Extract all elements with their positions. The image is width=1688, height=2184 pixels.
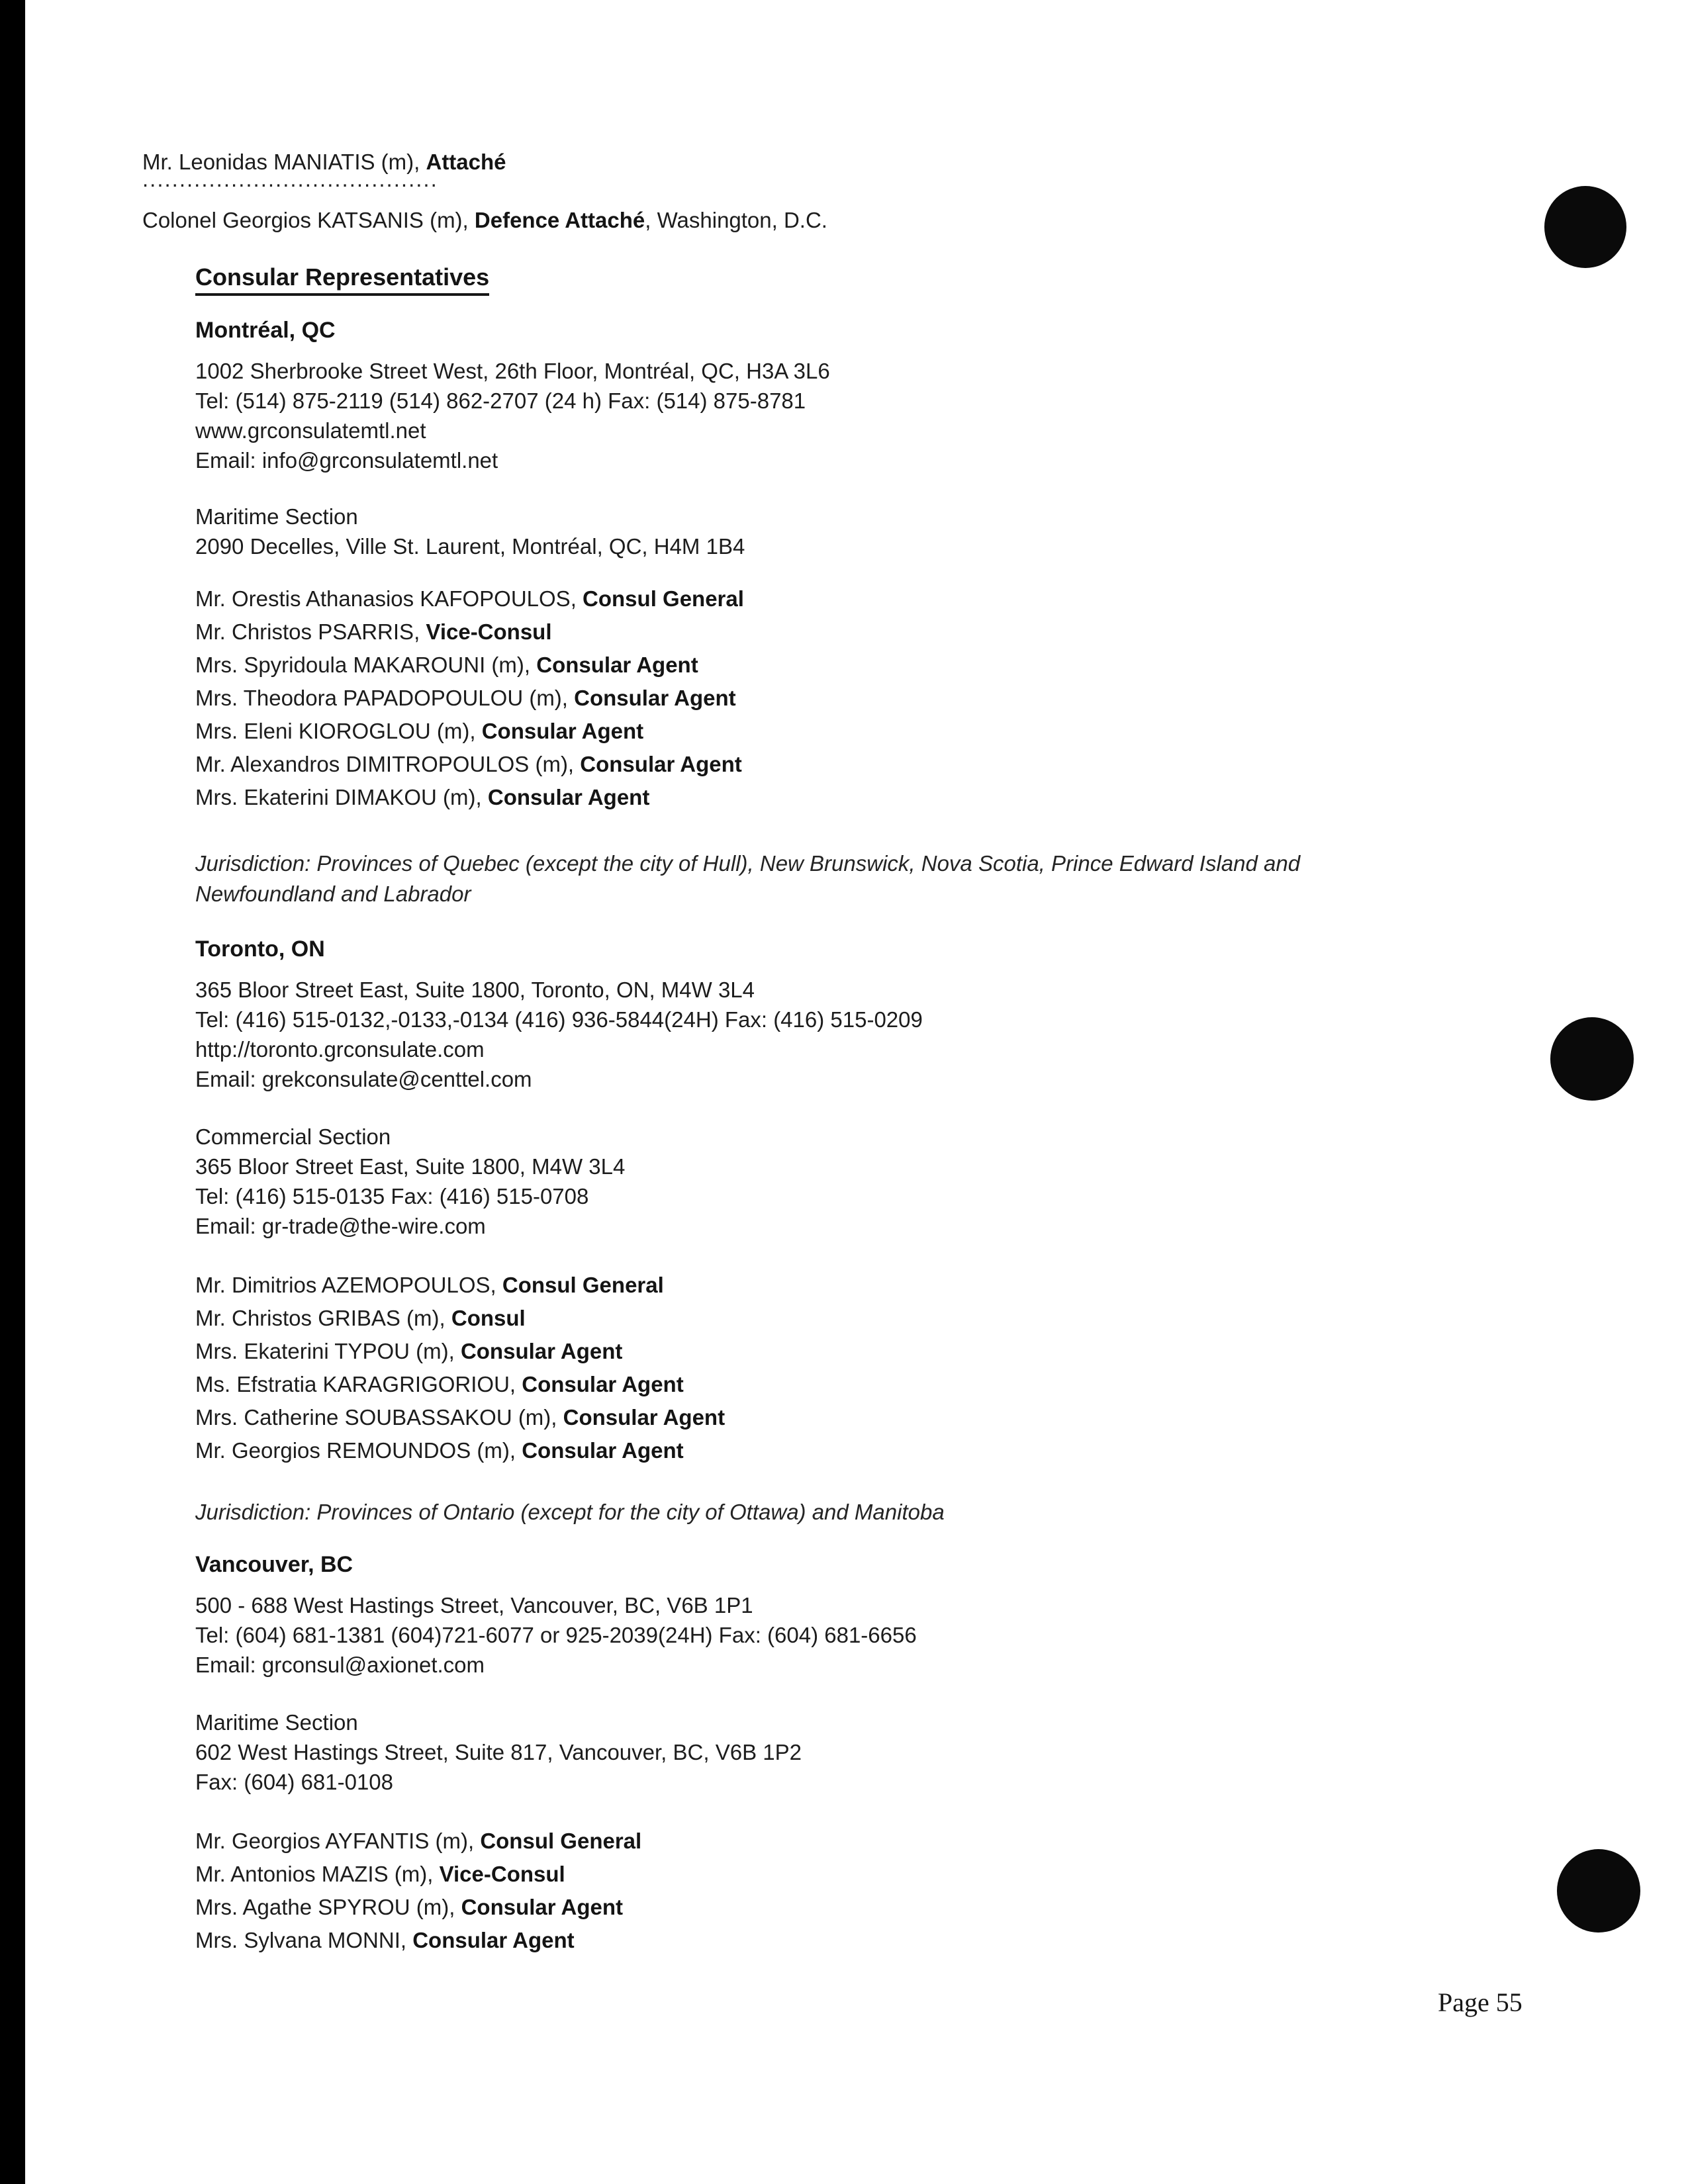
staff-title: Vice-Consul (439, 1862, 565, 1886)
address-line: 500 - 688 West Hastings Street, Vancouver, BC, V6B 1P1 (195, 1593, 753, 1617)
vancouver-maritime-section (195, 1707, 802, 1797)
staff-row (195, 1434, 725, 1467)
address-line: Tel: (416) 515-0135 Fax: (416) 515-0708 (195, 1184, 589, 1208)
montreal-jurisdiction (195, 848, 1300, 909)
staff-row (195, 682, 744, 715)
staff-row (195, 1891, 641, 1924)
staff-row (195, 1368, 725, 1401)
address-line: 2090 Decelles, Ville St. Laurent, Montréal, QC, H4M 1B4 (195, 534, 745, 559)
city-header-toronto: Toronto, ON (195, 936, 325, 962)
staff-title: Consular Agent (574, 686, 736, 710)
header-line-1-name: Mr. Leonidas MANIATIS (m), (142, 150, 426, 174)
toronto-staff-list (195, 1269, 725, 1467)
vancouver-address-block (195, 1590, 917, 1680)
header-line-1-role: Attaché (426, 150, 506, 174)
staff-title: Consul General (502, 1273, 664, 1297)
email-line: Email: info@grconsulatemtl.net (195, 448, 498, 473)
subsection-title: Maritime Section (195, 1710, 358, 1735)
address-line: 365 Bloor Street East, Suite 1800, M4W 3L4 (195, 1154, 626, 1179)
city-header-vancouver: Vancouver, BC (195, 1552, 353, 1577)
subsection-title: Commercial Section (195, 1124, 391, 1149)
staff-name: Mr. Dimitrios AZEMOPOULOS, (195, 1273, 502, 1297)
staff-row (195, 1302, 725, 1335)
montreal-maritime-section (195, 502, 745, 561)
staff-row (195, 615, 744, 649)
email-line: Email: gr-trade@the-wire.com (195, 1214, 486, 1238)
website-line: http://toronto.grconsulate.com (195, 1037, 485, 1062)
staff-title: Consul General (480, 1829, 642, 1853)
address-line: 1002 Sherbrooke Street West, 26th Floor, Montréal, QC, H3A 3L6 (195, 359, 830, 383)
staff-name: Mr. Antonios MAZIS (m), (195, 1862, 440, 1886)
address-line: 602 West Hastings Street, Suite 817, Vancouver, BC, V6B 1P2 (195, 1740, 802, 1764)
staff-title: Consul General (583, 586, 744, 611)
staff-row (195, 781, 744, 814)
toronto-jurisdiction (195, 1497, 945, 1527)
staff-row (195, 1825, 641, 1858)
section-title-wrap (195, 263, 489, 296)
website-line: www.grconsulatemtl.net (195, 418, 426, 443)
staff-name: Mr. Christos PSARRIS, (195, 619, 426, 644)
staff-name: Mrs. Ekaterini DIMAKOU (m), (195, 785, 488, 809)
staff-title: Consular Agent (481, 719, 644, 743)
address-line: Tel: (604) 681-1381 (604)721-6077 or 925-2039(24H) Fax: (604) 681-6656 (195, 1623, 917, 1647)
hole-punch-dot-top (1544, 186, 1626, 268)
staff-name: Mrs. Ekaterini TYPOU (m), (195, 1339, 461, 1363)
header-line-2-name: Colonel Georgios KATSANIS (m), (142, 208, 475, 232)
staff-row (195, 582, 744, 615)
staff-row (195, 748, 744, 781)
header-line-2-suffix: , Washington, D.C. (645, 208, 827, 232)
jurisdiction-line: Jurisdiction: Provinces of Ontario (except for the city of Ottawa) and Manitoba (195, 1500, 945, 1524)
page-number: Page 55 (1438, 1987, 1523, 2017)
staff-title: Consular Agent (522, 1372, 684, 1396)
staff-row (195, 715, 744, 748)
staff-title: Consular Agent (412, 1928, 575, 1952)
staff-name: Mrs. Spyridoula MAKAROUNI (m), (195, 653, 537, 677)
toronto-commercial-section (195, 1122, 625, 1241)
staff-title: Consular Agent (563, 1405, 726, 1430)
staff-row (195, 1335, 725, 1368)
staff-row (195, 649, 744, 682)
email-line: Email: grekconsulate@centtel.com (195, 1067, 532, 1091)
header-line-2-role: Defence Attaché (474, 208, 645, 232)
staff-title: Consular Agent (522, 1438, 684, 1463)
address-line: Tel: (416) 515-0132,-0133,-0134 (416) 936-5844(24H) Fax: (416) 515-0209 (195, 1007, 923, 1032)
staff-title: Consul (451, 1306, 526, 1330)
staff-title: Consular Agent (536, 653, 698, 677)
hole-punch-dot-middle (1550, 1017, 1634, 1101)
montreal-address-block (195, 356, 830, 475)
staff-row (195, 1858, 641, 1891)
header-line-defence-attache (142, 205, 827, 235)
staff-name: Mr. Alexandros DIMITROPOULOS (m), (195, 752, 581, 776)
staff-row (195, 1269, 725, 1302)
staff-name: Mrs. Theodora PAPADOPOULOU (m), (195, 686, 575, 710)
separator-dots: ........................................ (142, 167, 438, 191)
jurisdiction-line: Newfoundland and Labrador (195, 882, 471, 906)
fax-line: Fax: (604) 681-0108 (195, 1770, 394, 1794)
staff-name: Mr. Georgios REMOUNDOS (m), (195, 1438, 522, 1463)
section-title: Consular Representatives (195, 263, 489, 296)
staff-name: Mrs. Eleni KIOROGLOU (m), (195, 719, 482, 743)
staff-name: Ms. Efstratia KARAGRIGORIOU, (195, 1372, 522, 1396)
staff-title: Consular Agent (460, 1339, 623, 1363)
staff-name: Mrs. Sylvana MONNI, (195, 1928, 413, 1952)
staff-title: Vice-Consul (426, 619, 552, 644)
staff-name: Mrs. Catherine SOUBASSAKOU (m), (195, 1405, 563, 1430)
staff-row (195, 1401, 725, 1434)
staff-name: Mrs. Agathe SPYROU (m), (195, 1895, 461, 1919)
city-header-montreal: Montréal, QC (195, 318, 336, 343)
address-line: Tel: (514) 875-2119 (514) 862-2707 (24 h) Fax: (514) 875-8781 (195, 388, 806, 413)
vancouver-staff-list (195, 1825, 641, 1957)
staff-name: Mr. Georgios AYFANTIS (m), (195, 1829, 481, 1853)
scan-edge-bar (0, 0, 25, 2184)
address-line: 365 Bloor Street East, Suite 1800, Toronto, ON, M4W 3L4 (195, 978, 755, 1002)
staff-name: Mr. Orestis Athanasios KAFOPOULOS, (195, 586, 583, 611)
montreal-staff-list (195, 582, 744, 814)
staff-name: Mr. Christos GRIBAS (m), (195, 1306, 451, 1330)
hole-punch-dot-bottom (1557, 1849, 1640, 1933)
staff-title: Consular Agent (461, 1895, 624, 1919)
subsection-title: Maritime Section (195, 504, 358, 529)
staff-title: Consular Agent (487, 785, 650, 809)
staff-title: Consular Agent (580, 752, 742, 776)
email-line: Email: grconsul@axionet.com (195, 1653, 485, 1677)
jurisdiction-line: Jurisdiction: Provinces of Quebec (except the city of Hull), New Brunswick, Nova Scotia, Prince Edward Island and (195, 851, 1301, 876)
toronto-address-block (195, 975, 923, 1094)
staff-row (195, 1924, 641, 1957)
